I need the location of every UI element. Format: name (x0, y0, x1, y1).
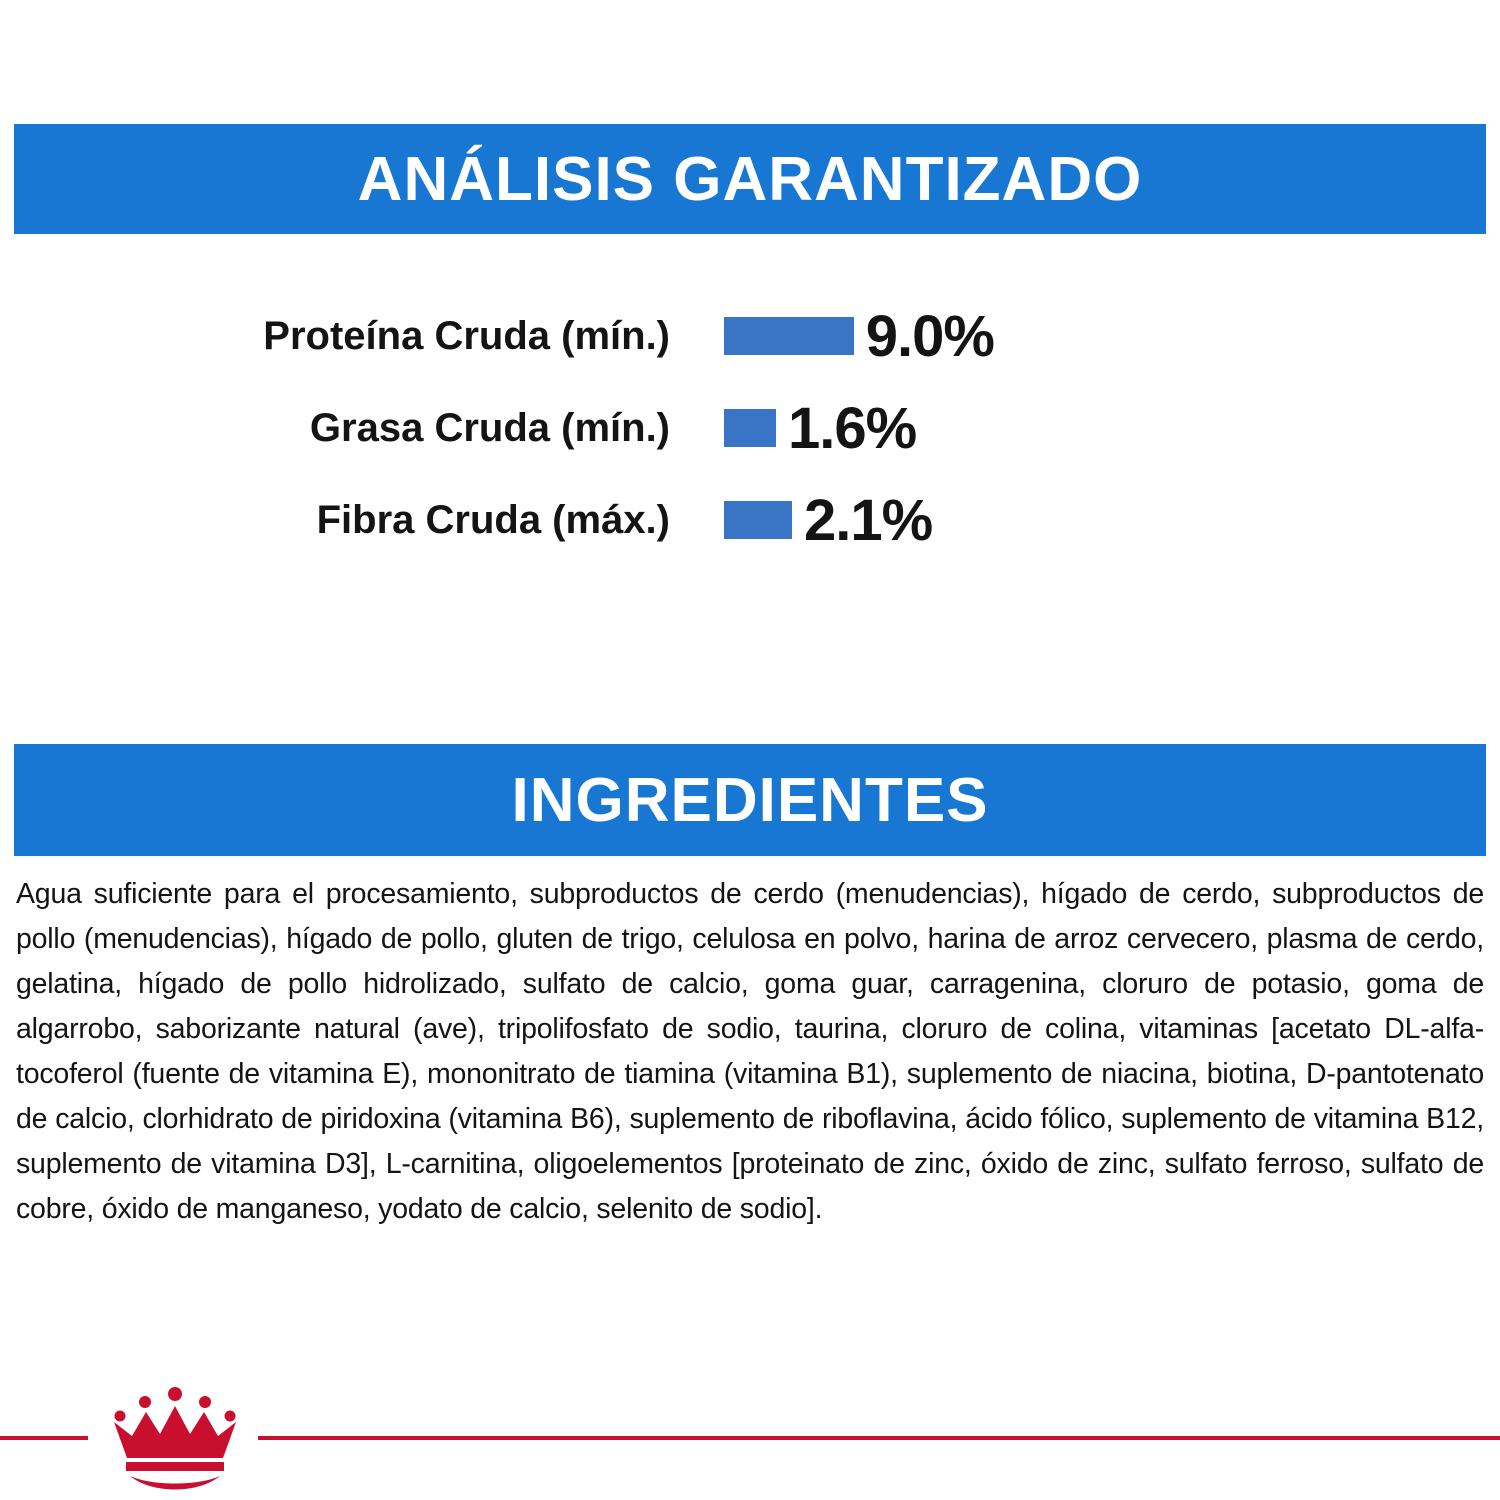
table-row (14, 290, 1486, 382)
analysis-row-value: 9.0% (865, 303, 994, 369)
ingredients-banner-title: INGREDIENTES (511, 765, 989, 835)
analysis-banner-title: ANÁLISIS GARANTIZADO (357, 144, 1143, 214)
footer (0, 1380, 1500, 1500)
analysis-row-bar-wrapper (724, 487, 994, 553)
analysis-bar (724, 501, 792, 539)
analysis-bar (724, 409, 776, 447)
analysis-bar (724, 317, 854, 355)
analysis-row-label: Grasa Cruda (mín.) (309, 405, 670, 450)
analysis-row-label: Fibra Cruda (máx.) (316, 497, 670, 542)
footer-rule-right (258, 1436, 1500, 1440)
guaranteed-analysis-table (14, 290, 1486, 566)
analysis-row-bar-wrapper (724, 395, 994, 461)
footer-rule-left (0, 1436, 88, 1440)
analysis-row-label: Proteína Cruda (mín.) (263, 313, 670, 358)
ingredients-section-banner (14, 744, 1486, 856)
royal-canin-crown-icon (100, 1386, 250, 1494)
analysis-section-banner (14, 124, 1486, 234)
analysis-row-value: 1.6% (788, 395, 917, 461)
analysis-row-bar-wrapper (724, 303, 994, 369)
table-row (14, 382, 1486, 474)
table-row (14, 474, 1486, 566)
ingredients-body-text: Agua suficiente para el procesamiento, subproductos de cerdo (menudencias), hígado de cerdo, subproductos de pollo (menudencias), hígado de pollo, gluten de trigo, celulosa en polvo, harina de arroz cervecero, plasma de cerdo, gelatina, hígado de pollo hidrolizado, sulfato de calcio, goma guar, carragenina, cloruro de potasio, goma de algarrobo, saborizante natural (ave), tripolifosfato de sodio, taurina, cloruro de colina, vitaminas [acetato DL-alfa-tocoferol (fuente de vitamina E), mononitrato de tiamina (vitamina B1), suplemento de niacina, biotina, D-pantotenato de calcio, clorhidrato de piridoxina (vitamina B6), suplemento de riboflavina, ácido fólico, suplemento de vitamina B12, suplemento de vitamina D3], L-carnitina, oligoelementos [proteinato de zinc, óxido de zinc, sulfato ferroso, sulfato de cobre, óxido de manganeso, yodato de calcio, selenito de sodio]. (16, 878, 1484, 1225)
analysis-row-value: 2.1% (804, 487, 933, 553)
